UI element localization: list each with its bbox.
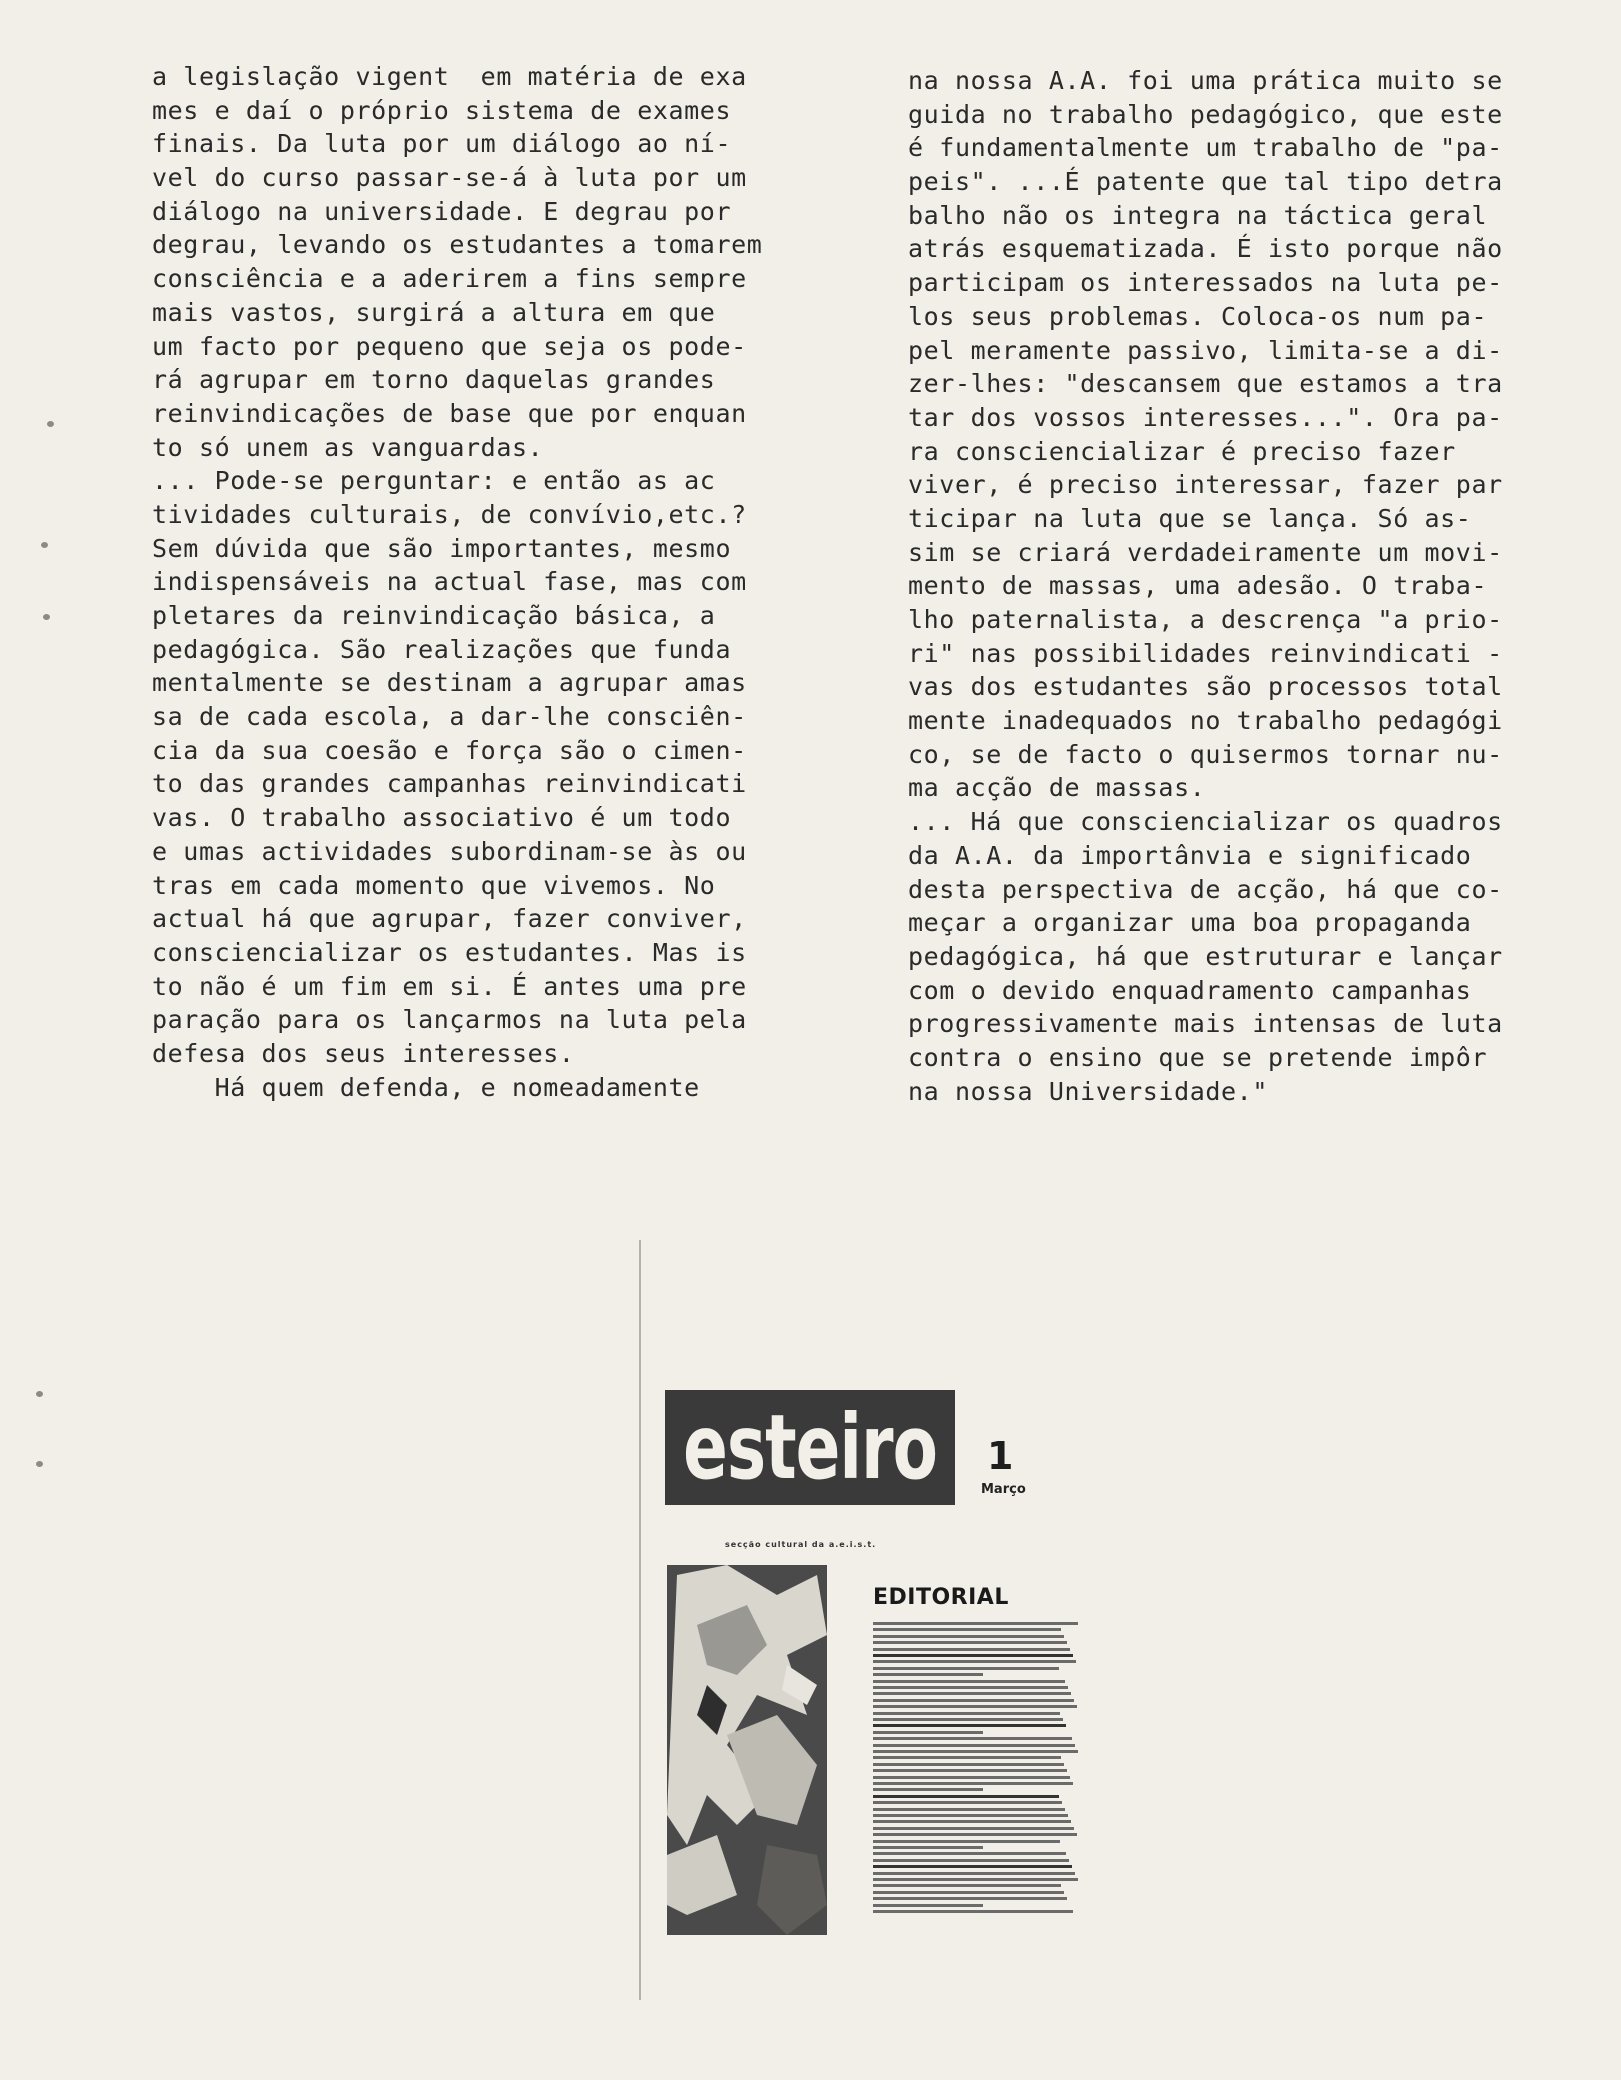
- text-line: diálogo na universidade. E degrau por: [152, 196, 732, 226]
- text-line: e umas actividades subordinam-se às ou: [152, 836, 747, 866]
- editorial-heading: EDITORIAL: [873, 1585, 1009, 1610]
- editorial-print-line: [873, 1910, 1073, 1913]
- text-line: consciencializar os estudantes. Mas is: [152, 937, 747, 967]
- editorial-print-line: [873, 1840, 1060, 1843]
- text-line: a legislação vigent em matéria de exa: [152, 62, 747, 91]
- margin-speck: [36, 1461, 43, 1467]
- left-text-column: [152, 60, 832, 1104]
- text-line: sim se criará verdadeiramente um movi-: [908, 537, 1503, 567]
- bleed-through-texture: [130, 1130, 1241, 1196]
- issue-number: 1: [987, 1434, 1014, 1478]
- text-line: to não é um fim em si. É antes uma pre: [152, 971, 747, 1001]
- text-line: na nossa A.A. foi uma prática muito se: [908, 66, 1503, 95]
- editorial-print-line: [873, 1744, 1075, 1747]
- editorial-print-line: [873, 1859, 1069, 1862]
- editorial-print-line: [873, 1680, 1065, 1683]
- text-line: mes e daí o próprio sistema de exames: [152, 95, 732, 125]
- editorial-print-line: [873, 1884, 1061, 1887]
- text-line: indispensáveis na actual fase, mas com: [152, 567, 747, 597]
- editorial-print-line: [873, 1808, 1065, 1811]
- text-line: sa de cada escola, a dar-lhe consciên-: [152, 702, 747, 732]
- text-line: balho não os integra na táctica geral: [908, 200, 1488, 230]
- margin-speck: [43, 614, 50, 620]
- margin-speck: [47, 421, 54, 427]
- text-line: da A.A. da importânvia e significado: [908, 840, 1472, 870]
- text-line: degrau, levando os estudantes a tomarem: [152, 230, 763, 260]
- editorial-print-line: [873, 1705, 1077, 1708]
- text-line: vas. O trabalho associativo é um todo: [152, 803, 732, 833]
- text-line: na nossa Universidade.": [908, 1076, 1268, 1106]
- editorial-print-line: [873, 1872, 1075, 1875]
- editorial-print-line: [873, 1724, 1066, 1727]
- text-line: com o devido enquadramento campanhas: [908, 975, 1472, 1005]
- text-line: to das grandes campanhas reinvindicati: [152, 769, 747, 799]
- text-line: actual há que agrupar, fazer conviver,: [152, 904, 747, 934]
- editorial-print-line: [873, 1788, 983, 1791]
- text-line: los seus problemas. Coloca-os num pa-: [908, 301, 1488, 331]
- editorial-print-line: [873, 1878, 1078, 1881]
- editorial-print-line: [873, 1833, 1077, 1836]
- editorial-print-line: [873, 1814, 1068, 1817]
- editorial-print-line: [873, 1641, 1067, 1644]
- text-line: peis". ...É patente que tal tipo detra: [908, 167, 1503, 197]
- editorial-print-line: [873, 1865, 1072, 1868]
- editorial-print-line: [873, 1763, 1064, 1766]
- text-line: é fundamentalmente um trabalho de "pa-: [908, 133, 1503, 163]
- editorial-print-line: [873, 1712, 1060, 1715]
- text-line: mente inadequados no trabalho pedagógi: [908, 706, 1503, 736]
- text-line: defesa dos seus interesses.: [152, 1038, 575, 1068]
- masthead-title: esteiro: [683, 1395, 937, 1500]
- editorial-print-line: [873, 1648, 1070, 1651]
- margin-speck: [41, 542, 48, 548]
- text-line: tar dos vossos interesses...". Ora pa-: [908, 402, 1503, 432]
- editorial-print-line: [873, 1622, 1078, 1625]
- editorial-print-line: [873, 1686, 1068, 1689]
- issue-month: Março: [981, 1482, 1026, 1497]
- text-line: pedagógica, há que estruturar e lançar: [908, 941, 1503, 971]
- editorial-print-line: [873, 1673, 983, 1676]
- editorial-print-line: [873, 1769, 1067, 1772]
- text-line: progressivamente mais intensas de luta: [908, 1009, 1503, 1039]
- text-line: consciência e a aderirem a fins sempre: [152, 264, 747, 294]
- text-line: paração para os lançarmos na luta pela: [152, 1005, 747, 1035]
- text-line: participam os interessados na luta pe-: [908, 268, 1503, 298]
- editorial-print-line: [873, 1852, 1066, 1855]
- text-line: ticipar na luta que se lança. Só as-: [908, 503, 1472, 533]
- editorial-print-line: [873, 1782, 1073, 1785]
- cover-photo: [667, 1565, 827, 1935]
- right-text-column: [908, 64, 1588, 1108]
- text-line: to só unem as vanguardas.: [152, 432, 544, 462]
- editorial-print-line: [873, 1904, 983, 1907]
- text-line: contra o ensino que se pretende impôr: [908, 1042, 1488, 1072]
- editorial-print-line: [873, 1801, 1062, 1804]
- text-line: zer-lhes: "descansem que estamos a tra: [908, 369, 1503, 399]
- editorial-print-line: [873, 1628, 1061, 1631]
- text-line: vas dos estudantes são processos total: [908, 672, 1503, 702]
- editorial-print-line: [873, 1897, 1067, 1900]
- text-line: rá agrupar em torno daquelas grandes: [152, 365, 716, 395]
- editorial-print-line: [873, 1776, 1070, 1779]
- text-line: co, se de facto o quisermos tornar nu-: [908, 739, 1503, 769]
- editorial-print-line: [873, 1667, 1059, 1670]
- text-line: Há quem defenda, e nomeadamente: [152, 1072, 700, 1102]
- editorial-print-line: [873, 1756, 1061, 1759]
- editorial-print-line: [873, 1827, 1074, 1830]
- editorial-print-line: [873, 1654, 1073, 1657]
- text-line: mais vastos, surgirá a altura em que: [152, 297, 716, 327]
- text-line: cia da sua coesão e força são o cimen-: [152, 735, 747, 765]
- text-line: reinvindicações de base que por enquan: [152, 398, 747, 428]
- editorial-print-line: [873, 1660, 1076, 1663]
- text-line: Sem dúvida que são importantes, mesmo: [152, 533, 732, 563]
- page-fold-line: [639, 1240, 641, 2000]
- editorial-print-line: [873, 1692, 1071, 1695]
- text-line: tras em cada momento que vivemos. No: [152, 870, 716, 900]
- text-line: ri" nas possibilidades reinvindicati -: [908, 638, 1503, 668]
- text-line: pedagógica. São realizações que funda: [152, 634, 732, 664]
- editorial-print-line: [873, 1699, 1074, 1702]
- editorial-print-line: [873, 1718, 1063, 1721]
- text-line: ma acção de massas.: [908, 773, 1206, 803]
- editorial-print-line: [873, 1846, 983, 1849]
- margin-speck: [36, 1391, 43, 1397]
- editorial-print-line: [873, 1635, 1064, 1638]
- editorial-print-line: [873, 1820, 1071, 1823]
- editorial-print-line: [873, 1737, 1072, 1740]
- text-line: lho paternalista, a descrença "a prio-: [908, 605, 1503, 634]
- editorial-print-line: [873, 1750, 1078, 1753]
- text-line: atrás esquematizada. É isto porque não: [908, 234, 1503, 264]
- text-line: ... Há que consciencializar os quadros: [908, 807, 1503, 837]
- editorial-print-line: [873, 1795, 1059, 1798]
- text-line: ra consciencializar é preciso fazer: [908, 436, 1456, 466]
- text-line: guida no trabalho pedagógico, que este: [908, 99, 1503, 129]
- editorial-body-texture: [873, 1622, 1085, 1922]
- section-line: secção cultural da a.e.i.s.t.: [725, 1540, 877, 1549]
- text-line: mento de massas, uma adesão. O traba-: [908, 571, 1488, 601]
- text-line: ... Pode-se perguntar: e então as ac: [152, 466, 716, 496]
- newspaper-clipping: [665, 1390, 1085, 1950]
- text-line: vel do curso passar-se-á à luta por um: [152, 163, 747, 193]
- editorial-print-line: [873, 1891, 1064, 1894]
- text-line: tividades culturais, de convívio,etc.?: [152, 499, 747, 529]
- masthead: [665, 1390, 955, 1505]
- text-line: viver, é preciso interessar, fazer par: [908, 470, 1503, 500]
- text-line: meçar a organizar uma boa propaganda: [908, 908, 1472, 938]
- text-line: um facto por pequeno que seja os pode-: [152, 331, 747, 361]
- editorial-print-line: [873, 1731, 983, 1734]
- text-line: finais. Da luta por um diálogo ao ní-: [152, 129, 732, 159]
- text-line: pletares da reinvindicação básica, a: [152, 601, 716, 630]
- text-line: pel meramente passivo, limita-se a di-: [908, 335, 1503, 365]
- text-line: desta perspectiva de acção, há que co-: [908, 874, 1503, 904]
- text-line: mentalmente se destinam a agrupar amas: [152, 668, 747, 698]
